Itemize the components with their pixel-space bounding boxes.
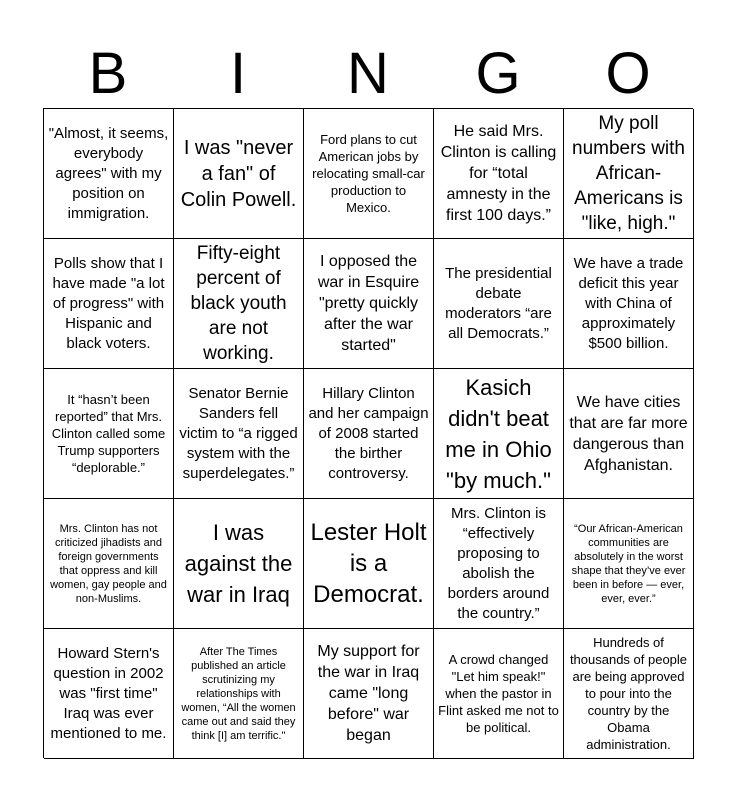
bingo-cell-r1-c3[interactable] — [304, 109, 434, 239]
bingo-cell-r2-c3[interactable] — [304, 239, 434, 369]
bingo-cell-text: He said Mrs. Clinton is calling for “total amnesty in the first 100 days.” — [440, 123, 557, 224]
bingo-cell-r4-c3[interactable] — [304, 499, 434, 629]
bingo-cell-r5-c4[interactable] — [434, 629, 564, 759]
bingo-cell-r2-c2[interactable] — [174, 239, 304, 369]
bingo-cell-r3-c4[interactable] — [434, 369, 564, 499]
bingo-cell-r2-c1[interactable] — [44, 239, 174, 369]
bingo-cell-text: Howard Stern's question in 2002 was "first time" Iraq was ever mentioned to me. — [50, 644, 167, 742]
bingo-cell-text: I was against the war in Iraq — [184, 520, 293, 607]
header-letter-g: G — [475, 41, 521, 106]
bingo-cell-r5-c2[interactable] — [174, 629, 304, 759]
bingo-cell-r2-c4[interactable] — [434, 239, 564, 369]
bingo-cell-text: Kasich didn't beat me in Ohio "by much." — [445, 374, 552, 493]
header-letter-o: O — [605, 41, 651, 106]
bingo-cell-r5-c1[interactable] — [44, 629, 174, 759]
bingo-cell-r4-c5[interactable] — [564, 499, 694, 629]
bingo-cell-r1-c2[interactable] — [174, 109, 304, 239]
bingo-cell-r5-c5[interactable] — [564, 629, 694, 759]
bingo-cell-text: "Almost, it seems, everybody agrees" with my position on immigration. — [48, 124, 169, 222]
bingo-cell-text: I was "never a fan" of Colin Powell. — [180, 136, 297, 211]
bingo-cell-text: Lester Holt is a Democrat. — [310, 519, 427, 608]
bingo-cell-r3-c5[interactable] — [564, 369, 694, 499]
bingo-cell-text: Mrs. Clinton has not criticized jihadists and foreign governments that oppress and kill women, gay people and non-Muslims. — [50, 522, 167, 605]
bingo-cell-text: Hundreds of thousands of people are being approved to pour into the country by the Obama administration. — [569, 635, 688, 752]
header-letter-n: N — [347, 41, 389, 106]
bingo-cell-text: After The Times published an article scrutinizing my relationships with women, “All the women came out and said they think [I] am terrific." — [181, 645, 296, 742]
bingo-cell-r4-c1[interactable] — [44, 499, 174, 629]
bingo-cell-r2-c5[interactable] — [564, 239, 694, 369]
bingo-cell-text: Mrs. Clinton is “effectively proposing to abolish the borders around the country.” — [447, 504, 550, 622]
bingo-cell-text: Senator Bernie Sanders fell victim to “a rigged system with the superdelegates.” — [179, 384, 298, 482]
bingo-cell-r1-c5[interactable] — [564, 109, 694, 239]
bingo-cell-r3-c1[interactable] — [44, 369, 174, 499]
header-letter-i: I — [229, 41, 247, 106]
bingo-cell-text: Ford plans to cut American jobs by relocating small-car production to Mexico. — [312, 132, 425, 215]
bingo-cell-text: A crowd changed "Let him speak!" when the pastor in Flint asked me not to be political. — [438, 652, 559, 735]
bingo-cell-text: The presidential debate moderators “are all Democrats.” — [445, 264, 552, 342]
bingo-cell-r5-c3[interactable] — [304, 629, 434, 759]
bingo-cell-r3-c3[interactable] — [304, 369, 434, 499]
bingo-cell-text: I opposed the war in Esquire "pretty quickly after the war started" — [317, 253, 420, 354]
bingo-cell-text: My poll numbers with African-Americans is "like, high." — [572, 113, 685, 234]
bingo-cell-r4-c2[interactable] — [174, 499, 304, 629]
bingo-board — [43, 108, 693, 758]
bingo-cell-text: My support for the war in Iraq came "long before" war began — [317, 643, 420, 744]
bingo-cell-text: It “hasn’t been reported” that Mrs. Clinton called some Trump supporters “deplorable.” — [51, 392, 166, 475]
header-letter-b: B — [88, 41, 128, 106]
bingo-cell-r3-c2[interactable] — [174, 369, 304, 499]
bingo-cell-r4-c4[interactable] — [434, 499, 564, 629]
bingo-cell-r1-c4[interactable] — [434, 109, 564, 239]
bingo-cell-text: Polls show that I have made "a lot of progress" with Hispanic and black voters. — [52, 254, 165, 352]
bingo-cell-text: We have a trade deficit this year with China of approximately $500 billion. — [573, 254, 684, 352]
bingo-cell-r1-c1[interactable] — [44, 109, 174, 239]
bingo-cell-text: Fifty-eight percent of black youth are not working. — [190, 243, 287, 364]
bingo-cell-text: Hillary Clinton and her campaign of 2008 started the birther controversy. — [308, 384, 429, 482]
bingo-cell-text: We have cities that are far more dangerous than Afghanistan. — [569, 393, 688, 474]
bingo-header — [43, 40, 693, 108]
bingo-cell-text: “Our African-American communities are absolutely in the worst shape that they’ve ever been in before — ever, ever, ever.” — [571, 522, 686, 605]
